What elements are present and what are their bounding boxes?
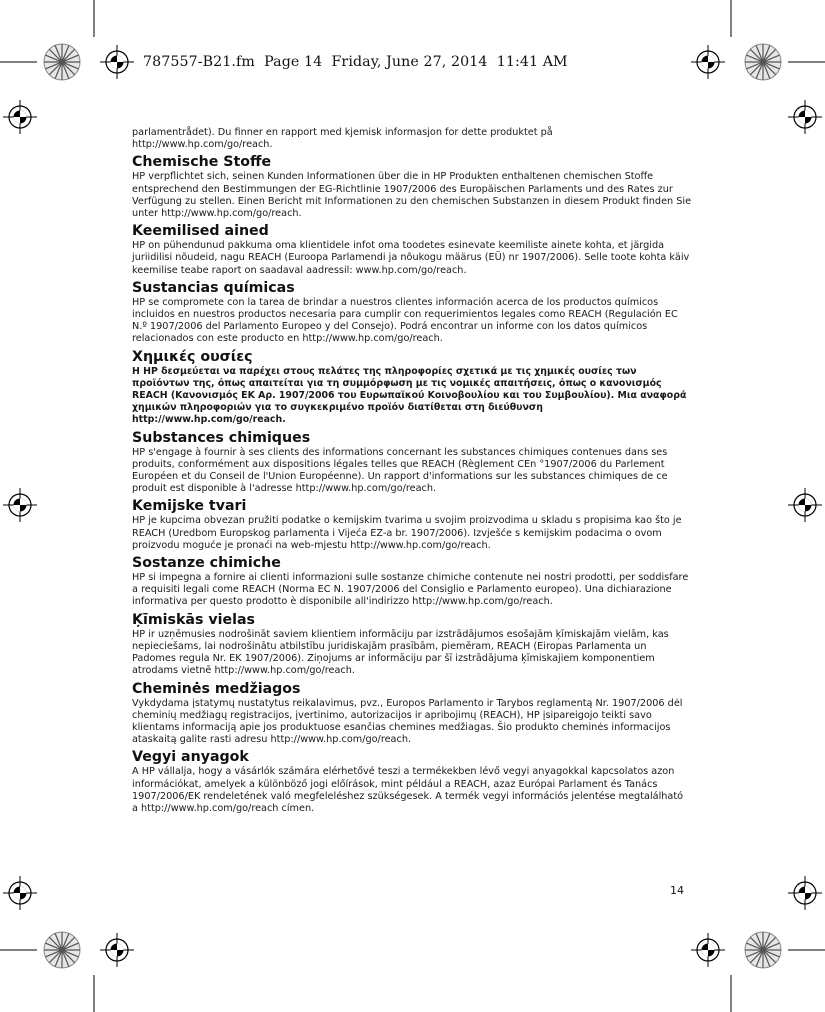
section-body: A HP vállalja, hogy a vásárlók számára elérhetővé teszi a termékekben lévő vegyi anyagokkal kapcsolatos azon információkat, amelyek a különböző jogi előírások, mint például a REACH, azaz Európai Parlament és Tanács 1907/2006/EK rendeletének való megfeleléshez szükségesek. A termék vegyi információs jelentése megtalálható a http://www.hp.com/go/reach címen.	[132, 766, 684, 814]
section-body: HP si impegna a fornire ai clienti informazioni sulle sostanze chimiche contenute nei nostri prodotti, per soddisfare a requisiti legali come REACH (Norma EC N. 1907/2006 del Consiglio e Parlamento europeo). Una dichiarazione informativa per questo prodotto è disponibile all'indirizzo http://www.hp.com/go/reach.	[132, 572, 689, 608]
registration-mark-icon	[100, 933, 134, 967]
section-chemines-medziagos	[132, 680, 692, 747]
star-target-icon	[44, 932, 80, 968]
section-title: Keemilised ained	[132, 223, 269, 240]
section-body: Vykdydama įstatymų nustatytus reikalavimus, pvz., Europos Parlamento ir Tarybos reglamentą Nr. 1907/2006 dėl cheminių medžiagų registracijos, įvertinimo, autorizacijos ir apribojimų (REACH), HP įsipareigojo teikti savo klientams informaciją apie jos produktuose esančias chemines medžiagas. Šio produkto cheminės informacijos ataskaitą galite rasti adresu http://www.hp.com/go/reach.	[132, 697, 683, 746]
section-title: Substances chimiques	[132, 429, 311, 446]
section-sostanze-chimiche	[132, 554, 692, 609]
star-target-icon	[745, 932, 781, 968]
section-chemische-stoffe	[132, 153, 692, 220]
section-substances-chimiques	[132, 429, 692, 496]
section-body: HP verpflichtet sich, seinen Kunden Informationen über die in HP Produkten enthaltenen chemischen Stoffe entsprechend den Bestimmungen der EG-Richtlinie 1907/2006 des Europäischen Parlaments und des Rates zur Verfügung zu stellen. Einen Bericht mit Informationen zu den chemischen Substanzen in diesem Produkt finden Sie unter http://www.hp.com/go/reach.	[132, 171, 692, 220]
section-body: HP on pühendunud pakkuma oma klientidele infot oma toodetes esinevate keemiliste ainete kohta, et järgida juriidilisi nõudeid, nagu REACH (Euroopa Parlamendi ja nõukogu määrus (EÜ) nr 1907/2006). Selle toote kohta käiv keemilise teabe raport on saadaval aadressil: www.hp.com/go/reach.	[132, 240, 690, 276]
section-kimiskas-vielas	[132, 611, 692, 678]
registration-mark-icon	[788, 100, 822, 134]
section-body: HP se compromete con la tarea de brindar a nuestros clientes información acerca de los productos químicos incluidos en nuestros productos necesaria para cumplir con requerimientos legales como REACH (Regulación EC N.º 1907/2006 del Parlamento Europeo y del Consejo). Podrá encontrar un informe con los datos químicos relacionados con este producto en http://www.hp.com/go/reach.	[132, 296, 678, 345]
section-title: Chemische Stoffe	[132, 154, 272, 171]
section-sustancias-quimicas	[132, 279, 692, 346]
star-target-icon	[745, 44, 781, 80]
section-title: Χημικές ουσίες	[132, 348, 253, 365]
registration-mark-icon	[3, 488, 37, 522]
section-body: Η HP δεσμεύεται να παρέχει στους πελάτες της πληροφορίες σχετικά με τις χημικές ουσίες των προϊόντων της, όπως απαιτείται για τη συμμόρφωση με τις νομικές απαιτήσεις, όπως ο κανονισμός REACH (Κανονισμός ΕΚ Αρ. 1907/2006 του Ευρωπαϊκού Κοινοβουλίου και του Συμβουλίου). Μια αναφορά χημικών πληροφοριών για το συγκεκριμένο προϊόν διατίθεται στη διεύθυνση http://www.hp.com/go/reach.	[132, 365, 687, 426]
section-title: Sostanze chimiche	[132, 555, 281, 572]
registration-mark-icon	[691, 45, 725, 79]
section-title: Kemijske tvari	[132, 498, 247, 515]
section-keemilised-ained	[132, 222, 692, 277]
document-body	[132, 127, 692, 815]
section-title: Ķīmiskās vielas	[132, 611, 255, 628]
section-body: HP je kupcima obvezan pružiti podatke o kemijskim tvarima u svojim proizvodima u skladu s propisima kao što je REACH (Uredbom Europskog parlamenta i Vijeća EZ-a br. 1907/2006). Izvješće s kemijskim podacima o ovom proizvodu moguće je pronaći na web-mjestu http://www.hp.com/go/reach.	[132, 515, 682, 551]
registration-mark-icon	[691, 933, 725, 967]
star-target-icon	[44, 44, 80, 80]
registration-mark-icon	[788, 488, 822, 522]
section-chimikes-ousies	[132, 348, 692, 427]
section-title: Sustancias químicas	[132, 279, 295, 296]
page-number: 14	[670, 884, 684, 897]
registration-mark-icon	[788, 876, 822, 910]
section-title: Vegyi anyagok	[132, 749, 249, 766]
registration-mark-icon	[100, 45, 134, 79]
section-vegyi-anyagok	[132, 748, 692, 815]
section-kemijske-tvari	[132, 497, 692, 552]
section-body: HP ir uzņēmusies nodrošināt saviem klientiem informāciju par izstrādājumos esošajām ķīmiskajām vielām, kas nepieciešams, lai nodrošinātu atbilstību juridiskajām prasībām, piemēram, REACH (Eiropas Parlamenta un Padomes regula Nr. EK 1907/2006). Ziņojums ar informāciju par šī izstrādājuma ķīmiskajiem komponentiem atrodams vietnē http://www.hp.com/go/reach.	[132, 628, 669, 677]
registration-mark-icon	[3, 100, 37, 134]
section-title: Cheminės medžiagos	[132, 680, 301, 697]
section-body: HP s'engage à fournir à ses clients des informations concernant les substances chimiques contenues dans ses produits, conformément aux dispositions légales telles que REACH (Règlement CEn °1907/2006 du Parlement Européen et du Conseil de l'Union Européenne). Un rapport d'informations sur les substances chimiques de ce produit est disponible à l'adresse http://www.hp.com/go/reach.	[132, 446, 668, 495]
registration-mark-icon	[3, 876, 37, 910]
print-header: 787557-B21.fm Page 14 Friday, June 27, 2014 11:41 AM	[143, 54, 568, 70]
intro-paragraph: parlamentrådet). Du finner en rapport med kjemisk informasjon for dette produktet på http://www.hp.com/go/reach.	[132, 127, 553, 151]
